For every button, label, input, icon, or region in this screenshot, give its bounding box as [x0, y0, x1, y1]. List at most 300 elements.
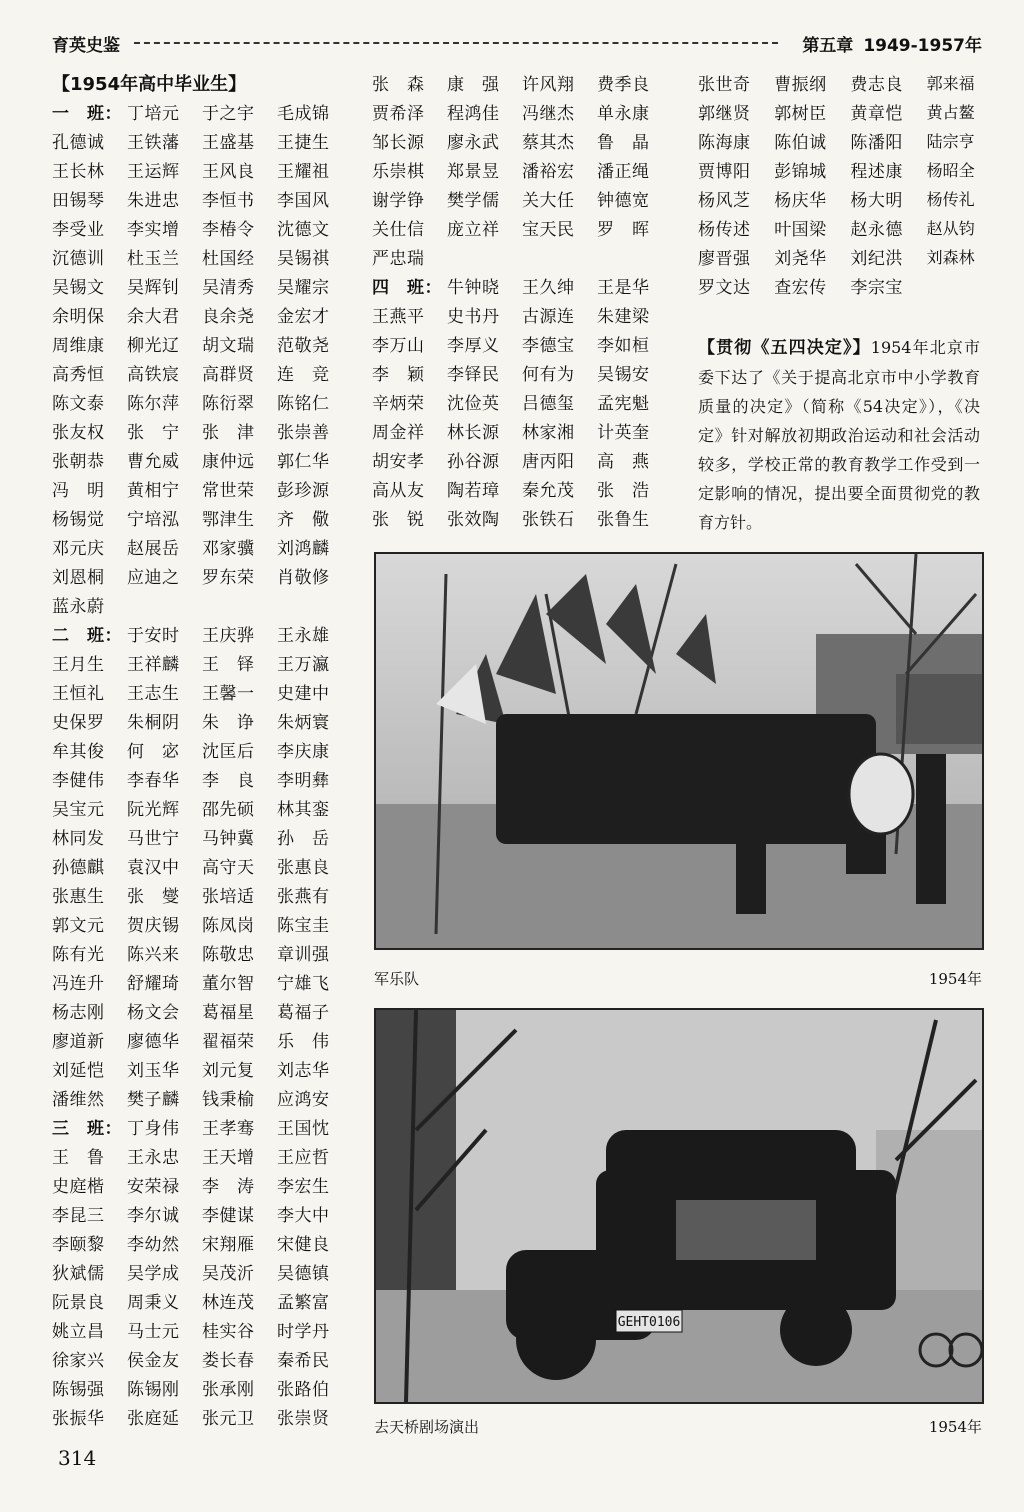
student-name: 王燕平	[372, 307, 425, 327]
name-column-3	[698, 68, 982, 300]
student-name: 李德宝	[522, 336, 575, 356]
student-name: 宁培泓	[127, 510, 180, 530]
student-name: 林长源	[447, 423, 500, 443]
photo-caption-2	[374, 1416, 982, 1437]
student-name: 张元卫	[202, 1409, 255, 1429]
student-name: 李 涛	[202, 1177, 255, 1197]
student-name: 沈德文	[277, 220, 330, 240]
student-name: 王耀祖	[277, 162, 330, 182]
student-name: 刘恩桐	[52, 568, 105, 588]
student-name: 杨文会	[127, 1003, 180, 1023]
student-name: 陈兴来	[127, 945, 180, 965]
student-name: 关仕信	[372, 220, 425, 240]
class-label: 三 班：	[52, 1119, 122, 1139]
name-row	[52, 271, 352, 300]
student-name: 王铁藩	[127, 133, 180, 153]
student-name: 单永康	[597, 104, 650, 124]
name-row	[52, 561, 352, 590]
student-name: 宝天民	[522, 220, 575, 240]
student-name: 王志生	[127, 684, 180, 704]
student-name: 高从友	[372, 481, 425, 501]
student-name: 孟宪魁	[597, 394, 650, 414]
student-name: 程述康	[850, 162, 903, 182]
student-name: 陈锡强	[52, 1380, 105, 1400]
student-name: 康 强	[447, 75, 500, 95]
student-name: 贾博阳	[698, 162, 751, 182]
name-row	[698, 213, 982, 242]
student-name: 阮光辉	[127, 800, 180, 820]
student-name: 徐家兴	[52, 1351, 105, 1371]
student-name: 张承刚	[202, 1380, 255, 1400]
student-name: 邓元庆	[52, 539, 105, 559]
name-row	[52, 619, 352, 648]
student-name: 吴清秀	[202, 278, 255, 298]
student-name: 何 宓	[127, 742, 180, 762]
student-name: 鲁 晶	[597, 133, 650, 153]
student-name: 朱桐阴	[127, 713, 180, 733]
student-name: 张崇贤	[277, 1409, 330, 1429]
student-name: 李 良	[202, 771, 255, 791]
student-name: 沈俭英	[447, 394, 500, 414]
student-name: 马士元	[127, 1322, 180, 1342]
student-name: 林家湘	[522, 423, 575, 443]
name-row	[52, 590, 352, 619]
student-name: 郑景昱	[447, 162, 500, 182]
student-name: 王 鲁	[52, 1148, 105, 1168]
student-name: 王万瀛	[277, 655, 330, 675]
student-name: 钱秉榆	[202, 1090, 255, 1110]
name-row	[52, 851, 352, 880]
student-name: 陈有光	[52, 945, 105, 965]
student-name: 贾希泽	[372, 104, 425, 124]
name-row	[52, 1373, 352, 1402]
student-name: 牟其俊	[52, 742, 105, 762]
student-name: 马钟冀	[202, 829, 255, 849]
student-name: 王是华	[597, 278, 650, 298]
student-name: 罗东荣	[202, 568, 255, 588]
student-name: 鄂津生	[202, 510, 255, 530]
student-name: 李春华	[127, 771, 180, 791]
student-name: 樊子麟	[127, 1090, 180, 1110]
student-name: 马世宁	[127, 829, 180, 849]
student-name: 王 铎	[202, 655, 255, 675]
student-name: 姚立昌	[52, 1322, 105, 1342]
student-name: 曹允威	[127, 452, 180, 472]
student-name: 廖道新	[52, 1032, 105, 1052]
student-name: 毛成锦	[277, 104, 330, 124]
student-name: 秦希民	[277, 1351, 330, 1371]
name-row	[372, 358, 672, 387]
name-row	[52, 1112, 352, 1141]
student-name: 黄章恺	[850, 104, 903, 124]
student-name: 陈敬忠	[202, 945, 255, 965]
student-name: 李颐黎	[52, 1235, 105, 1255]
student-name: 田锡琴	[52, 191, 105, 211]
book-title: 育英史鉴	[52, 35, 120, 56]
student-name: 王馨一	[202, 684, 255, 704]
student-name: 费季良	[597, 75, 650, 95]
student-name: 吴耀宗	[277, 278, 330, 298]
student-name: 彭珍源	[277, 481, 330, 501]
student-name: 乐崇棋	[372, 162, 425, 182]
name-row	[52, 329, 352, 358]
student-name: 费志良	[850, 75, 903, 95]
student-name: 吴茂沂	[202, 1264, 255, 1284]
name-row	[52, 706, 352, 735]
name-row	[372, 474, 672, 503]
student-name: 王庆骅	[202, 626, 255, 646]
student-name: 宋翔雁	[202, 1235, 255, 1255]
name-row	[52, 358, 352, 387]
name-row	[52, 1286, 352, 1315]
student-name: 杨传礼	[926, 190, 975, 209]
student-name: 吴德镇	[277, 1264, 330, 1284]
name-row	[52, 735, 352, 764]
student-name: 娄长春	[202, 1351, 255, 1371]
student-name: 朱炳寰	[277, 713, 330, 733]
student-name: 王长林	[52, 162, 105, 182]
student-name: 冯连升	[52, 974, 105, 994]
name-row	[372, 184, 672, 213]
student-name: 章训强	[277, 945, 330, 965]
student-name: 张培适	[202, 887, 255, 907]
band-photo-image	[376, 554, 982, 948]
student-name: 胡文瑞	[202, 336, 255, 356]
student-name: 杨昭全	[926, 161, 975, 180]
student-name: 邵先硕	[202, 800, 255, 820]
photo-truck-performance	[374, 1008, 984, 1404]
student-name: 杜玉兰	[127, 249, 180, 269]
name-row	[52, 1141, 352, 1170]
student-name: 高铁宸	[127, 365, 180, 385]
student-name: 张 锐	[372, 510, 425, 530]
name-row	[698, 126, 982, 155]
student-name: 李明彝	[277, 771, 330, 791]
student-name: 刘纪洪	[850, 249, 903, 269]
student-name: 张惠生	[52, 887, 105, 907]
name-row	[52, 1199, 352, 1228]
name-column-1	[52, 68, 352, 1431]
name-row	[52, 97, 352, 126]
student-name: 应鸿安	[277, 1090, 330, 1110]
student-name: 李宏生	[277, 1177, 330, 1197]
policy-title: 【贯彻《五四决定》】	[698, 338, 871, 358]
student-name: 蔡其杰	[522, 133, 575, 153]
name-row	[698, 68, 982, 97]
name-row	[52, 822, 352, 851]
student-name: 史书丹	[447, 307, 500, 327]
student-name: 郭文元	[52, 916, 105, 936]
student-name: 罗 晖	[597, 220, 650, 240]
student-name: 桂实谷	[202, 1322, 255, 1342]
student-name: 孔德诚	[52, 133, 105, 153]
student-name: 沉德训	[52, 249, 105, 269]
license-plate: GEHT0106	[617, 1315, 681, 1330]
student-name: 秦允茂	[522, 481, 575, 501]
name-row	[52, 967, 352, 996]
student-name: 侯金友	[127, 1351, 180, 1371]
student-name: 史保罗	[52, 713, 105, 733]
student-name: 王久绅	[522, 278, 575, 298]
student-name: 王盛基	[202, 133, 255, 153]
student-name: 连 竞	[277, 365, 330, 385]
student-name: 朱 诤	[202, 713, 255, 733]
student-name: 张燕有	[277, 887, 330, 907]
student-name: 郭来福	[926, 74, 975, 93]
name-row	[698, 184, 982, 213]
student-name: 狄斌儒	[52, 1264, 105, 1284]
student-name: 李宗宝	[850, 278, 903, 298]
name-row	[52, 909, 352, 938]
name-row	[372, 242, 672, 271]
name-row	[52, 1054, 352, 1083]
student-name: 王恒礼	[52, 684, 105, 704]
student-name: 安荣禄	[127, 1177, 180, 1197]
name-row	[52, 1344, 352, 1373]
student-name: 辛炳荣	[372, 394, 425, 414]
student-name: 王孝骞	[202, 1119, 255, 1139]
student-name: 李幼然	[127, 1235, 180, 1255]
name-row	[52, 416, 352, 445]
student-name: 彭锦城	[774, 162, 827, 182]
name-row	[372, 271, 672, 300]
student-name: 叶国梁	[774, 220, 827, 240]
student-name: 吴锡安	[597, 365, 650, 385]
student-name: 郭继贤	[698, 104, 751, 124]
name-row	[372, 416, 672, 445]
student-name: 葛福星	[202, 1003, 255, 1023]
student-name: 陈锡刚	[127, 1380, 180, 1400]
student-name: 陈海康	[698, 133, 751, 153]
name-row	[52, 677, 352, 706]
name-row	[52, 793, 352, 822]
student-name: 陆宗亨	[926, 132, 975, 151]
student-name: 刘延恺	[52, 1061, 105, 1081]
student-name: 丁培元	[127, 104, 180, 124]
student-name: 周金祥	[372, 423, 425, 443]
name-row	[372, 126, 672, 155]
student-name: 林连茂	[202, 1293, 255, 1313]
caption-text: 军乐队	[374, 970, 420, 988]
student-name: 唐丙阳	[522, 452, 575, 472]
student-name: 查宏传	[774, 278, 827, 298]
student-name: 张 浩	[597, 481, 650, 501]
student-name: 王月生	[52, 655, 105, 675]
student-name: 牛钟晓	[447, 278, 500, 298]
student-name: 钟德宽	[597, 191, 650, 211]
student-name: 李健谋	[202, 1206, 255, 1226]
name-row	[52, 1315, 352, 1344]
student-name: 王捷生	[277, 133, 330, 153]
chapter-heading	[792, 31, 982, 56]
student-name: 李健伟	[52, 771, 105, 791]
student-name: 周秉义	[127, 1293, 180, 1313]
student-name: 袁汉中	[127, 858, 180, 878]
truck-photo-image	[376, 1010, 982, 1402]
photo-caption-1	[374, 968, 982, 989]
student-name: 刘森林	[926, 248, 975, 267]
page-number: 314	[58, 1446, 97, 1470]
student-name: 吴锡祺	[277, 249, 330, 269]
name-row	[52, 1402, 352, 1431]
student-name: 何有为	[522, 365, 575, 385]
student-name: 严忠瑞	[372, 249, 425, 269]
student-name: 李大中	[277, 1206, 330, 1226]
student-name: 陈凤岗	[202, 916, 255, 936]
student-name: 周维康	[52, 336, 105, 356]
name-row	[52, 300, 352, 329]
student-name: 张友权	[52, 423, 105, 443]
student-name: 宁雄飞	[277, 974, 330, 994]
student-name: 关大任	[522, 191, 575, 211]
student-name: 李实增	[127, 220, 180, 240]
student-name: 孙 岳	[277, 829, 330, 849]
student-name: 王永雄	[277, 626, 330, 646]
student-name: 杨庆华	[774, 191, 827, 211]
student-name: 杨志刚	[52, 1003, 105, 1023]
student-name: 孙谷源	[447, 452, 500, 472]
student-name: 王天增	[202, 1148, 255, 1168]
student-name: 丁身伟	[127, 1119, 180, 1139]
student-name: 计英奎	[597, 423, 650, 443]
student-name: 杜国经	[202, 249, 255, 269]
student-name: 乐 伟	[277, 1032, 330, 1052]
name-row	[52, 1170, 352, 1199]
name-row	[52, 648, 352, 677]
policy-paragraph	[698, 333, 980, 537]
student-name: 潘裕宏	[522, 162, 575, 182]
student-name: 肖敬修	[277, 568, 330, 588]
name-row	[698, 271, 982, 300]
student-name: 张 燮	[127, 887, 180, 907]
student-name: 张路伯	[277, 1380, 330, 1400]
student-name: 范敬尧	[277, 336, 330, 356]
student-name: 庞立祥	[447, 220, 500, 240]
caption-year: 1954年	[928, 970, 982, 988]
student-name: 廖晋强	[698, 249, 751, 269]
student-name: 赵永德	[850, 220, 903, 240]
student-name: 张崇善	[277, 423, 330, 443]
student-name: 吴学成	[127, 1264, 180, 1284]
student-name: 李国风	[277, 191, 330, 211]
student-name: 李受业	[52, 220, 105, 240]
student-name: 赵展岳	[127, 539, 180, 559]
student-name: 张铁石	[522, 510, 575, 530]
student-name: 林其銮	[277, 800, 330, 820]
student-name: 蓝永蔚	[52, 597, 105, 617]
student-name: 朱进忠	[127, 191, 180, 211]
name-row	[372, 503, 672, 532]
student-name: 胡安孝	[372, 452, 425, 472]
student-name: 李椿令	[202, 220, 255, 240]
student-name: 葛福子	[277, 1003, 330, 1023]
student-name: 曹振纲	[774, 75, 827, 95]
student-name: 樊学儒	[447, 191, 500, 211]
student-name: 陈潘阳	[850, 133, 903, 153]
name-row	[52, 532, 352, 561]
student-name: 刘志华	[277, 1061, 330, 1081]
student-name: 李昆三	[52, 1206, 105, 1226]
student-name: 吴宝元	[52, 800, 105, 820]
name-row	[698, 242, 982, 271]
student-name: 李 颖	[372, 365, 425, 385]
chapter-years: 1949-1957年	[863, 35, 982, 56]
name-row	[52, 387, 352, 416]
name-row	[372, 300, 672, 329]
student-name: 程鸿佳	[447, 104, 500, 124]
student-name: 许风翔	[522, 75, 575, 95]
student-name: 吕德玺	[522, 394, 575, 414]
student-name: 王祥麟	[127, 655, 180, 675]
student-name: 王国忱	[277, 1119, 330, 1139]
student-name: 李庆康	[277, 742, 330, 762]
student-name: 杨大明	[850, 191, 903, 211]
student-name: 宋健良	[277, 1235, 330, 1255]
student-name: 林同发	[52, 829, 105, 849]
name-row	[52, 242, 352, 271]
student-name: 齐 儆	[277, 510, 330, 530]
student-name: 王应哲	[277, 1148, 330, 1168]
student-name: 高群贤	[202, 365, 255, 385]
student-name: 朱建梁	[597, 307, 650, 327]
name-row	[372, 213, 672, 242]
student-name: 陈文泰	[52, 394, 105, 414]
class-label: 二 班：	[52, 626, 122, 646]
student-name: 李万山	[372, 336, 425, 356]
name-row	[52, 938, 352, 967]
photo-military-band	[374, 552, 984, 950]
student-name: 史建中	[277, 684, 330, 704]
class-label: 四 班：	[372, 278, 442, 298]
student-name: 黄相宁	[127, 481, 180, 501]
student-name: 潘维然	[52, 1090, 105, 1110]
name-row	[52, 1257, 352, 1286]
policy-text: 1954年北京市委下达了《关于提高北京市中小学教育质量的决定》（简称《54决定》），《决定》针对解放初期政治运动和社会活动较多，学校正常的教育教学工作受到一定影响的情况，提出要全面贯彻党的教育方针。	[698, 338, 980, 532]
student-name: 廖德华	[127, 1032, 180, 1052]
student-name: 冯继杰	[522, 104, 575, 124]
name-column-2	[372, 68, 672, 532]
student-name: 翟福荣	[202, 1032, 255, 1052]
name-row	[52, 184, 352, 213]
name-row	[372, 387, 672, 416]
student-name: 康仲远	[202, 452, 255, 472]
student-name: 黄占鳌	[926, 103, 975, 122]
student-name: 刘尧华	[774, 249, 827, 269]
name-row	[698, 155, 982, 184]
student-name: 陈铭仁	[277, 394, 330, 414]
student-name: 高秀恒	[52, 365, 105, 385]
student-name: 陈伯诚	[774, 133, 827, 153]
student-name: 高守天	[202, 858, 255, 878]
student-name: 贺庆锡	[127, 916, 180, 936]
name-row	[52, 155, 352, 184]
student-name: 柳光辽	[127, 336, 180, 356]
student-name: 刘元复	[202, 1061, 255, 1081]
student-name: 吴辉钊	[127, 278, 180, 298]
student-name: 冯 明	[52, 481, 105, 501]
student-name: 董尔智	[202, 974, 255, 994]
student-name: 阮景良	[52, 1293, 105, 1313]
name-row	[52, 1025, 352, 1054]
student-name: 潘正绳	[597, 162, 650, 182]
student-name: 陈宝圭	[277, 916, 330, 936]
student-name: 张鲁生	[597, 510, 650, 530]
name-row	[52, 996, 352, 1025]
name-row	[52, 880, 352, 909]
student-name: 罗文达	[698, 278, 751, 298]
student-name: 张 森	[372, 75, 425, 95]
student-name: 应迪之	[127, 568, 180, 588]
